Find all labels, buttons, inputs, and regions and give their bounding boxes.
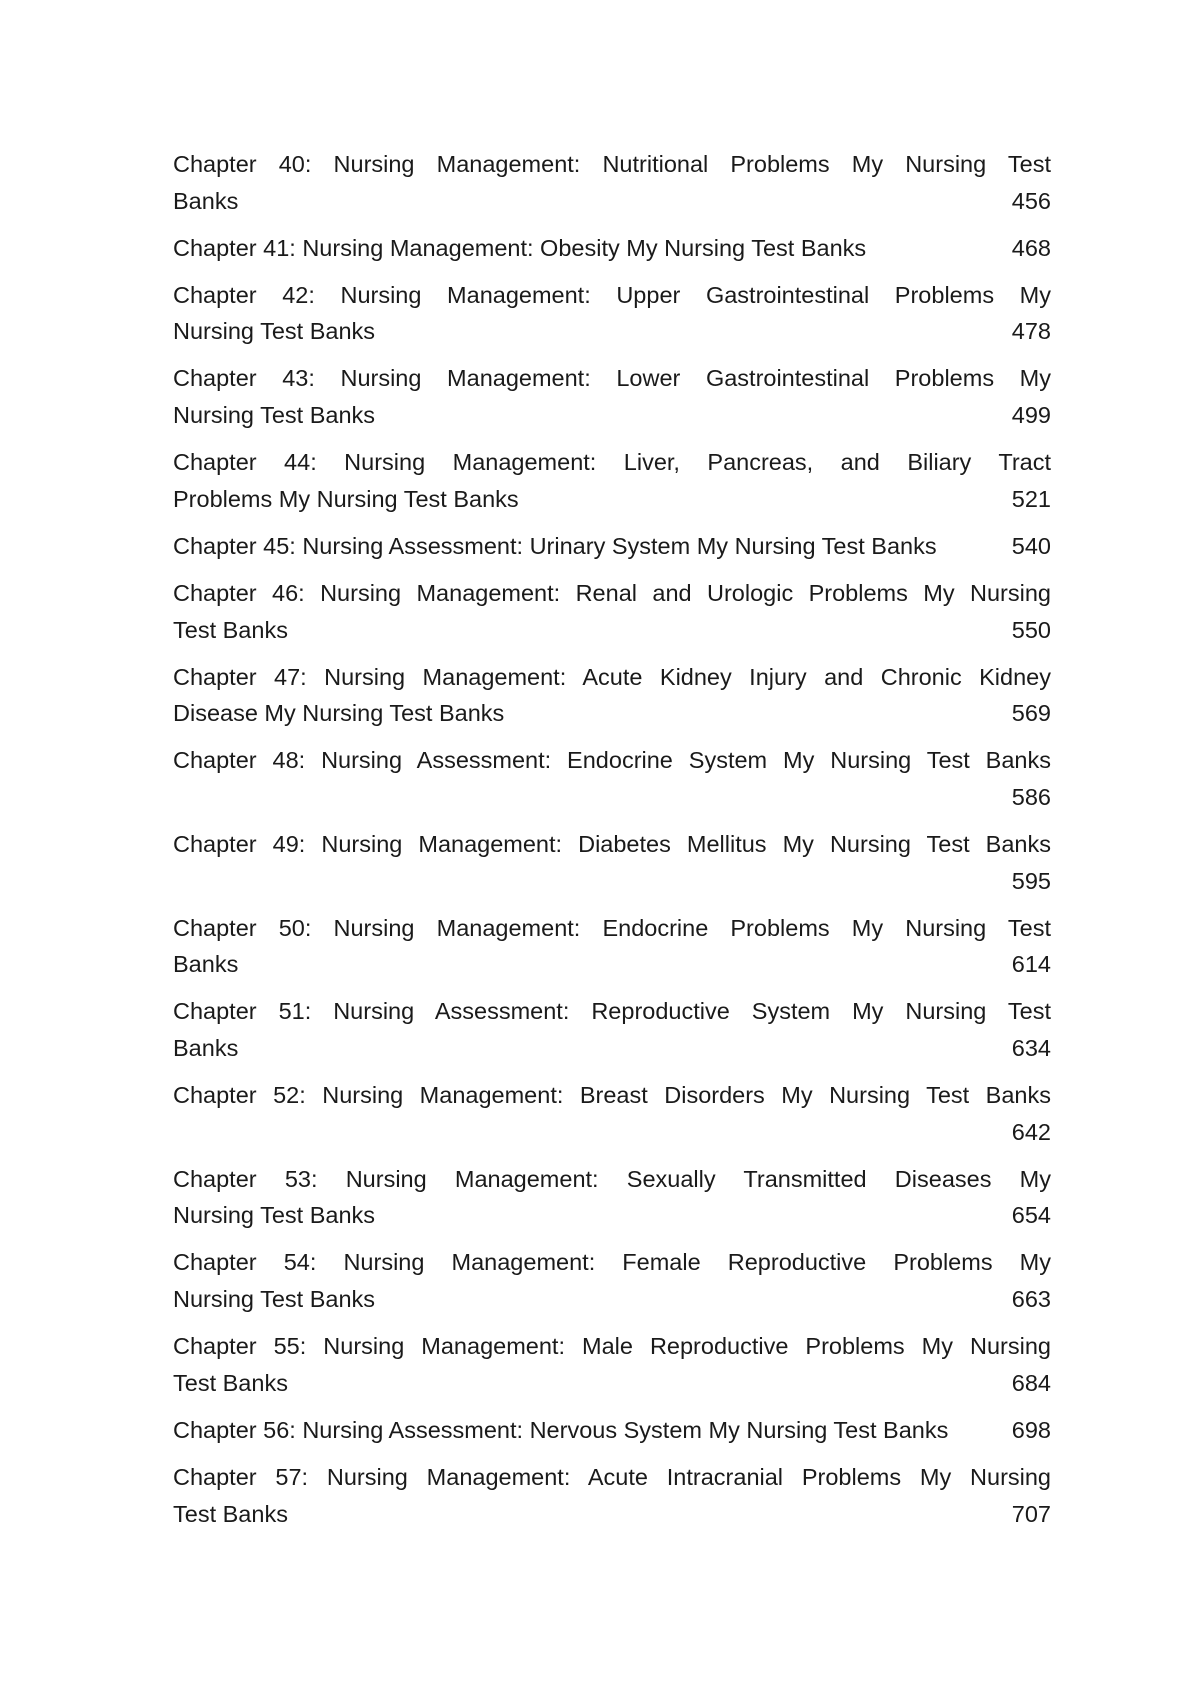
toc-entry[interactable] (173, 742, 1051, 815)
toc-entry-title: Chapter 54: Nursing Management: Female Reproductive Problems My (173, 1249, 1051, 1276)
toc-entry-line (173, 1496, 1051, 1533)
toc-entry-title-continued: Problems My Nursing Test Banks (173, 485, 519, 512)
toc-entry-title: Chapter 51: Nursing Assessment: Reproductive System My Nursing Test (173, 998, 1051, 1025)
toc-entry[interactable] (173, 993, 1051, 1066)
toc-entry-title-continued: Nursing Test Banks (173, 402, 376, 429)
toc-page-number: 707 (1011, 1500, 1051, 1527)
toc-entry[interactable] (173, 528, 1051, 565)
toc-entry-line (173, 612, 1051, 649)
toc-entry-title: Chapter 53: Nursing Management: Sexually Transmitted Diseases My (173, 1165, 1051, 1192)
toc-entry-title: Chapter 48: Nursing Assessment: Endocrine System My Nursing Test Banks (173, 747, 1051, 774)
toc-entry[interactable] (173, 1077, 1051, 1150)
table-of-contents (173, 146, 1051, 1543)
toc-entry-line (173, 1030, 1051, 1067)
toc-page-number: 456 (1011, 187, 1051, 214)
toc-entry-line (173, 1412, 1051, 1449)
toc-entry[interactable] (173, 1244, 1051, 1317)
toc-entry-title: Chapter 49: Nursing Management: Diabetes Mellitus My Nursing Test Banks (173, 831, 1051, 857)
toc-entry[interactable] (173, 659, 1051, 732)
toc-entry-title-continued: Banks (173, 187, 239, 214)
toc-entry-title: Chapter 42: Nursing Management: Upper Gastrointestinal Problems My (173, 281, 1051, 308)
toc-entry-line (173, 946, 1051, 983)
toc-page-number: 642 (1011, 1118, 1051, 1145)
toc-entry[interactable] (173, 1161, 1051, 1234)
toc-entry-title-continued: Banks (173, 1034, 239, 1061)
toc-entry-title: Chapter 50: Nursing Management: Endocrine Problems My Nursing Test (173, 914, 1051, 941)
toc-page-number: 634 (1011, 1034, 1051, 1061)
toc-entry-title-continued: Nursing Test Banks (173, 1286, 376, 1313)
toc-entry[interactable] (173, 575, 1051, 648)
toc-entry-title-continued: Test Banks (173, 1369, 288, 1396)
toc-page-number: 614 (1011, 951, 1051, 978)
toc-page-number: 468 (1011, 234, 1051, 261)
toc-entry[interactable] (173, 1412, 1051, 1449)
toc-entry-line (173, 313, 1051, 350)
toc-entry-line (173, 481, 1051, 518)
toc-entry-line (173, 695, 1051, 732)
toc-entry-title: Chapter 56: Nursing Assessment: Nervous System My Nursing Test Banks (173, 1416, 949, 1443)
toc-entry-title: Chapter 57: Nursing Management: Acute Intracranial Problems My Nursing (173, 1463, 1051, 1490)
toc-entry[interactable] (173, 910, 1051, 983)
toc-entry-title: Chapter 55: Nursing Management: Male Reproductive Problems My Nursing (173, 1333, 1051, 1360)
toc-entry[interactable] (173, 230, 1051, 267)
toc-entry-line (173, 1281, 1051, 1318)
toc-entry-title-continued: Nursing Test Banks (173, 318, 376, 345)
toc-entry-title: Chapter 41: Nursing Management: Obesity My Nursing Test Banks (173, 234, 867, 261)
toc-entry[interactable] (173, 1459, 1051, 1532)
toc-page-number: 684 (1011, 1369, 1051, 1396)
toc-entry-line (173, 183, 1051, 220)
toc-entry-title: Chapter 43: Nursing Management: Lower Gastrointestinal Problems My (173, 365, 1051, 392)
toc-page-number: 478 (1011, 318, 1051, 345)
toc-entry-title: Chapter 40: Nursing Management: Nutritional Problems My Nursing Test (173, 151, 1051, 177)
toc-entry-line (173, 230, 1051, 267)
toc-entry-title: Chapter 47: Nursing Management: Acute Kidney Injury and Chronic Kidney (173, 663, 1051, 690)
toc-page-number: 595 (1011, 867, 1051, 894)
toc-entry-title: Chapter 45: Nursing Assessment: Urinary System My Nursing Test Banks (173, 532, 937, 559)
toc-entry-title-continued: Banks (173, 951, 239, 978)
toc-page-number: 569 (1011, 700, 1051, 727)
toc-entry-title-continued: Test Banks (173, 616, 288, 643)
toc-page-number: 698 (1011, 1416, 1051, 1443)
toc-entry-title: Chapter 46: Nursing Management: Renal and Urologic Problems My Nursing (173, 579, 1051, 606)
toc-entry-line (173, 528, 1051, 565)
toc-entry-title: Chapter 44: Nursing Management: Liver, Pancreas, and Biliary Tract (173, 449, 1051, 476)
toc-page-number: 654 (1011, 1202, 1051, 1229)
toc-page-number: 499 (1011, 402, 1051, 429)
toc-entry-title-continued: Disease My Nursing Test Banks (173, 700, 505, 727)
toc-entry-title-continued: Test Banks (173, 1500, 288, 1527)
toc-entry-line (173, 397, 1051, 434)
toc-entry[interactable] (173, 277, 1051, 350)
toc-entry-title-continued: Nursing Test Banks (173, 1202, 376, 1229)
toc-entry-title: Chapter 52: Nursing Management: Breast Disorders My Nursing Test Banks (173, 1082, 1051, 1109)
toc-page-number: 550 (1011, 616, 1051, 643)
toc-entry[interactable] (173, 826, 1051, 899)
toc-page-number: 663 (1011, 1286, 1051, 1313)
toc-page-number: 586 (1011, 783, 1051, 810)
toc-entry[interactable] (173, 444, 1051, 517)
toc-page-number: 540 (1011, 532, 1051, 559)
toc-page-number: 521 (1011, 485, 1051, 512)
toc-entry[interactable] (173, 146, 1051, 219)
toc-entry[interactable] (173, 360, 1051, 433)
toc-entry[interactable] (173, 1328, 1051, 1401)
toc-entry-line (173, 1197, 1051, 1234)
toc-entry-line (173, 1365, 1051, 1402)
